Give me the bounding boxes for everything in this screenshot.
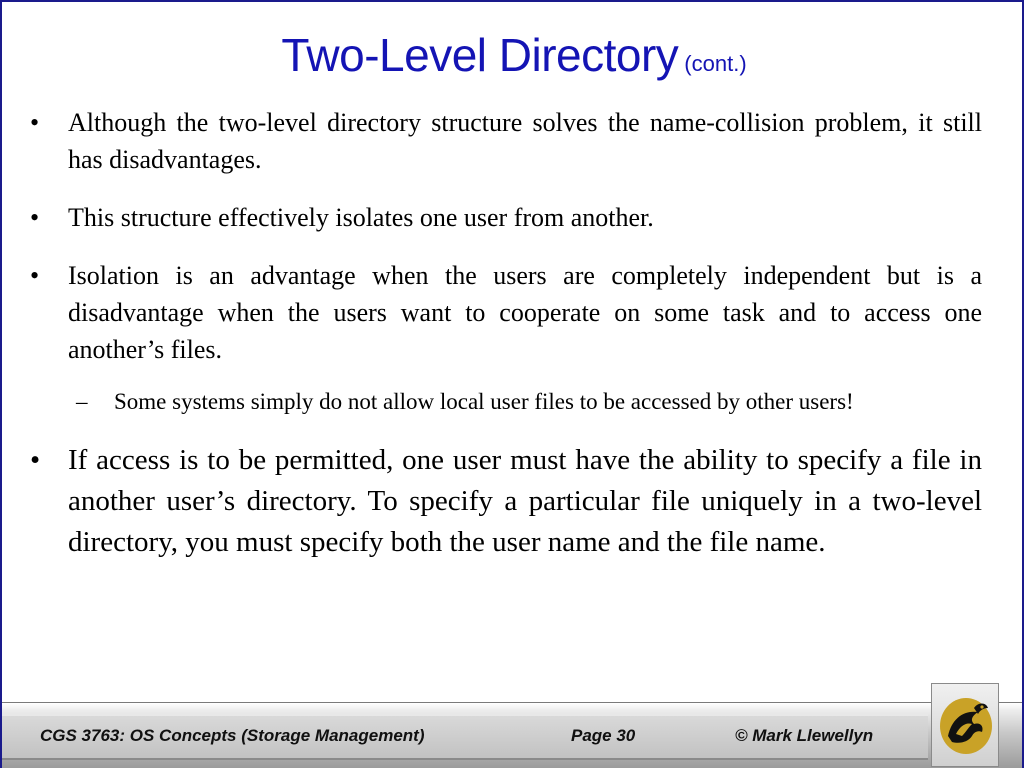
pegasus-logo-icon — [938, 696, 994, 756]
bullet-item — [30, 199, 982, 236]
sub-bullet-marker: – — [76, 389, 88, 414]
logo-box — [931, 683, 999, 767]
footer-copyright: © Mark Llewellyn — [735, 726, 874, 745]
bullet-text: This structure effectively isolates one user from another. — [68, 203, 654, 232]
bullet-text: Although the two-level directory structure solves the name-collision problem, it still has disadvantages. — [68, 108, 982, 174]
bullet-item — [30, 104, 982, 178]
bullet-marker: • — [30, 203, 40, 232]
bullet-marker: • — [30, 444, 41, 476]
bullet-item — [30, 257, 982, 368]
slide-title-sub: (cont.) — [684, 51, 747, 76]
sub-bullet-item — [76, 385, 982, 418]
bullet-item — [30, 440, 982, 563]
bullet-marker: • — [30, 108, 40, 137]
slide-title — [2, 28, 1024, 82]
bullet-text: Isolation is an advantage when the users are completely independent but is a disadvantage when the users want to cooperate on some task and to access one another’s files. — [68, 261, 982, 364]
bullet-marker: • — [30, 261, 40, 290]
slide-body — [30, 104, 982, 584]
sub-bullet-text: Some systems simply do not allow local user files to be accessed by other users! — [114, 389, 854, 414]
slide-title-main: Two-Level Directory — [281, 29, 679, 81]
footer-course: CGS 3763: OS Concepts (Storage Management) — [40, 726, 425, 745]
bullet-text: If access is to be permitted, one user must have the ability to specify a file in another user’s directory. To specify a particular file uniquely in a two-level directory, you must specify both the user name and the file name. — [68, 444, 982, 558]
footer-page-number: Page 30 — [571, 726, 636, 745]
